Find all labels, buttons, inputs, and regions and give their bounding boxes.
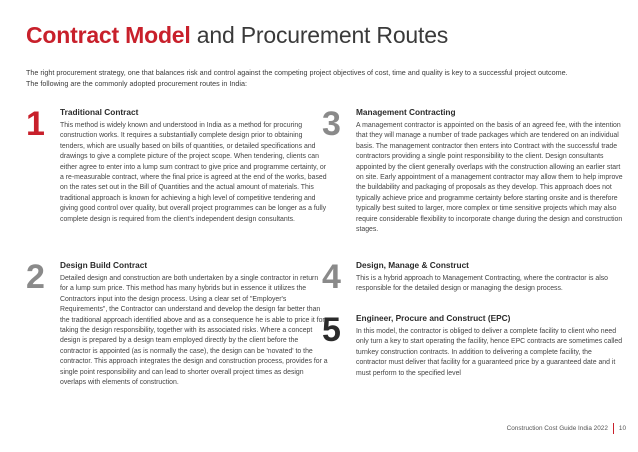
page-footer	[507, 423, 626, 434]
page-number: 10	[618, 424, 626, 432]
section-design-manage-construct	[322, 260, 622, 300]
section-number-1: 1	[26, 105, 45, 143]
section-design-build-contract	[26, 260, 326, 410]
page-title-bold: Contract Model	[26, 22, 191, 48]
section-text: This method is widely known and understood in India as a method for procuring construction works. It requires a substantially complete design prior to obtaining tenders, which are usually based on bills of quantities, or detailed specifications and drawings to give a complete picture of the project scope. When tendering, clients can either agree to enter into a lump sum contract to give price and programme certainty, or a re-measurable contract, where the final price is agreed at the end of the works, based on the rates set out in the Bill of Quantities and the actual amount of materials. This traditional approach is known for achieving a high level of competitive tendering and giving good control over quality, but overall project programmes can be longer as a fully complete design is required from the client's independent design consultants.	[60, 122, 327, 223]
section-text: In this model, the contractor is obliged to deliver a complete facility to client who need only turn a key to start operating the facility, hence EPC contracts are sometimes called turnkey construction contracts. In addition to delivering a complete facility, the contractor must deliver that facility for a guaranteed price by a guaranteed date and it must perform to the specified level	[356, 328, 623, 377]
section-title: Engineer, Procure and Construct (EPC)	[356, 313, 511, 323]
section-title: Management Contracting	[356, 107, 456, 117]
footer-label: Construction Cost Guide India 2022	[506, 424, 608, 432]
section-title: Traditional Contract	[60, 107, 139, 117]
section-text: A management contractor is appointed on the basis of an agreed fee, with the intention that they will manage a number of trade packages which are tendered on an individual basis. The management contractor then enters into Contract with the successful trade contractors providing a single point responsibility to the client. Design consultants appointed by the client generally overlaps with the construction allowing an earlier start on site. Early appointment of a management contractor may allow them to help improve the buildability and packaging of proposals as they develop. This approach does not typically achieve price and programme certainty before starting onsite and is therefore typically best suited to larger, more complex or time sensitive projects which may also require considerable flexibility to incorporate change during the design and construction stages.	[356, 122, 623, 234]
section-number-4: 4	[322, 258, 341, 296]
intro-paragraph	[26, 68, 616, 89]
page-title	[26, 20, 448, 50]
footer-divider	[613, 423, 614, 434]
section-management-contracting	[322, 107, 622, 247]
section-number-3: 3	[322, 105, 341, 143]
section-title: Design Build Contract	[60, 260, 148, 270]
intro-line-1: The right procurement strategy, one that balances risk and control against the competing project objectives of cost, time and quality is key to a successful project outcome.	[26, 68, 568, 77]
section-traditional-contract	[26, 107, 326, 247]
intro-line-2: The following are the commonly adopted procurement routes in India:	[26, 78, 247, 88]
section-number-2: 2	[26, 258, 45, 296]
section-title: Design, Manage & Construct	[356, 260, 469, 270]
section-number-5: 5	[322, 311, 341, 349]
section-epc	[322, 313, 622, 413]
page-title-light: and Procurement Routes	[196, 22, 449, 48]
section-text: This is a hybrid approach to Management Contracting, where the contractor is also responsible for the detailed design or managing the design process.	[356, 275, 609, 293]
section-text: Detailed design and construction are both undertaken by a single contractor in return for a lump sum price. This method has many hybrids but in essence it utilizes the Contractors input into the design process. Using a clear set of "Employer's Requirements", the Contractor can understand and develop the design far better than the traditional approach identified above and as a consequence he is able to price it for taking the design responsibility, together with its associated risks. Where a concept design is prepared by a design team employed directly by the client before the contractor is appointed (as is normally the case), the design can be 'novated' to the contractor. This approach integrates the design and construction process, provides for a single point responsibility and can lead to shorter overall project times as design overlaps with elements of construction.	[60, 275, 328, 387]
